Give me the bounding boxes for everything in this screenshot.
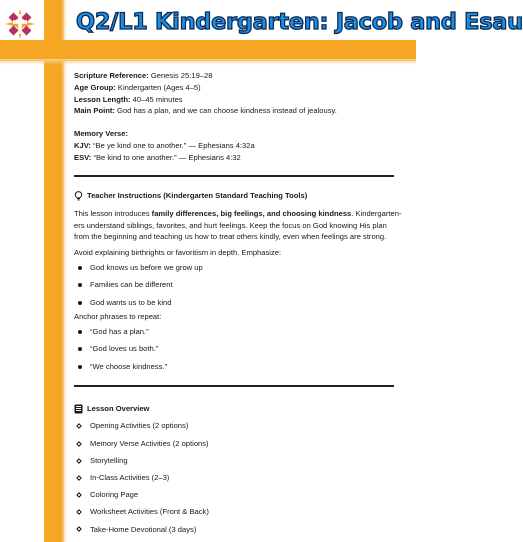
list-item (74, 487, 400, 504)
main-point-row (74, 105, 400, 117)
teacher-instructions-heading: Teacher Instructions (Kindergarten Standard Teaching Tools) (87, 191, 308, 200)
list-item-text: God wants us to be kind (90, 297, 172, 307)
book-icon (74, 404, 83, 414)
teacher-intro-text-end: . Kindergarten- (351, 208, 402, 218)
bullet-dot-icon (78, 330, 82, 334)
list-item (74, 469, 400, 486)
main-point-value: God has a plan, and we can choose kindness instead of jealousy. (117, 106, 337, 116)
list-item-text: Worksheet Activities (Front & Back) (90, 507, 209, 517)
length-label: Lesson Length: (74, 94, 131, 104)
diamond-bullet-icon (76, 424, 82, 430)
teacher-intro-line-1 (74, 208, 400, 220)
list-item (74, 504, 400, 521)
list-item-text: Families can be different (90, 280, 173, 290)
diamond-bullet-icon (76, 475, 82, 481)
diamond-bullet-icon (76, 441, 82, 447)
kjv-row (74, 140, 400, 152)
list-item (74, 341, 400, 359)
age-value: Kindergarten (Ages 4–5) (117, 82, 201, 92)
diamond-bullet-icon (76, 527, 82, 533)
cross-vertical-shadow (62, 0, 67, 542)
page-title: Q2/L1 Kindergarten: Jacob and Esau (76, 9, 523, 35)
list-item-text: “God loves us both.” (90, 344, 159, 354)
bullet-dot-icon (78, 283, 82, 287)
memory-verse-heading-row (74, 128, 400, 140)
list-item (74, 521, 400, 538)
main-point-label: Main Point: (74, 106, 115, 116)
list-item (74, 452, 400, 469)
teacher-intro-line-2: ers understand siblings, favorites, and hurt feelings. Keep the focus on God knowing His plan (74, 220, 387, 230)
teacher-avoid-text: Avoid explaining birthrights or favoritism in depth. Emphasize: (74, 248, 282, 258)
scripture-value: Genesis 25:19–28 (150, 71, 213, 80)
lesson-overview-heading: Lesson Overview (87, 404, 150, 413)
cross-vertical-bar (44, 0, 64, 542)
memory-verse-heading: Memory Verse: (74, 129, 129, 139)
overview-list (74, 418, 400, 538)
lesson-overview-header (74, 403, 400, 415)
age-row (74, 82, 400, 94)
list-item (74, 358, 400, 376)
list-item (74, 259, 400, 277)
age-label: Age Group: (74, 82, 116, 92)
list-item-text: Coloring Page (90, 490, 139, 500)
diamond-bullet-icon (76, 492, 82, 498)
list-item (74, 276, 400, 294)
emphasize-list (74, 259, 400, 312)
church-cross-logo (4, 8, 36, 40)
section-divider (74, 385, 394, 387)
lightbulb-icon (74, 191, 83, 201)
list-item-text: God knows us before we grow up (90, 262, 203, 272)
bullet-dot-icon (78, 347, 82, 351)
anchor-phrases-label: Anchor phrases to repeat: (74, 312, 162, 322)
diamond-bullet-icon (76, 458, 82, 464)
esv-text: “Be kind to one another.” — Ephesians 4:32 (93, 152, 241, 162)
bullet-dot-icon (78, 365, 82, 369)
bullet-dot-icon (78, 301, 82, 305)
list-item (74, 323, 400, 341)
section-divider (74, 175, 394, 177)
teacher-instructions-header (74, 190, 400, 202)
lesson-info (74, 70, 400, 163)
scripture-label: Scripture Reference: (74, 71, 149, 80)
teacher-intro-text: This lesson introduces (74, 208, 152, 218)
cross-horizontal-shadow (0, 59, 416, 65)
list-item-text: “We choose kindness.” (90, 361, 168, 371)
teacher-intro-line-3: from the beginning and teaching us how to treat others kindly, even when feelings are strong. (74, 232, 387, 242)
list-item-text: In-Class Activities (2–3) (90, 473, 170, 483)
list-item-text: “God has a plan.” (90, 326, 149, 336)
list-item-text: Take-Home Devotional (3 days) (90, 524, 197, 534)
list-item (74, 294, 400, 312)
list-item-text: Memory Verse Activities (2 options) (90, 438, 209, 448)
cross-horizontal-bar (0, 40, 416, 61)
length-row (74, 94, 400, 106)
anchor-phrases-list (74, 323, 400, 376)
diamond-bullet-icon (76, 509, 82, 515)
list-item-text: Opening Activities (2 options) (90, 421, 189, 431)
esv-row (74, 152, 400, 164)
list-item (74, 435, 400, 452)
kjv-text: “Be ye kind one to another.” — Ephesians 4:32a (93, 140, 255, 150)
teacher-instructions-section (74, 190, 400, 376)
list-item-text: Storytelling (90, 455, 128, 465)
lesson-overview-section (74, 403, 400, 538)
scripture-row (74, 70, 400, 82)
esv-label: ESV: (74, 152, 92, 162)
bullet-dot-icon (78, 266, 82, 270)
list-item (74, 418, 400, 435)
length-value: 40–45 minutes (132, 94, 183, 104)
kjv-label: KJV: (74, 140, 91, 150)
teacher-intro-emphasis: family differences, big feelings, and choosing kindness (151, 208, 352, 218)
